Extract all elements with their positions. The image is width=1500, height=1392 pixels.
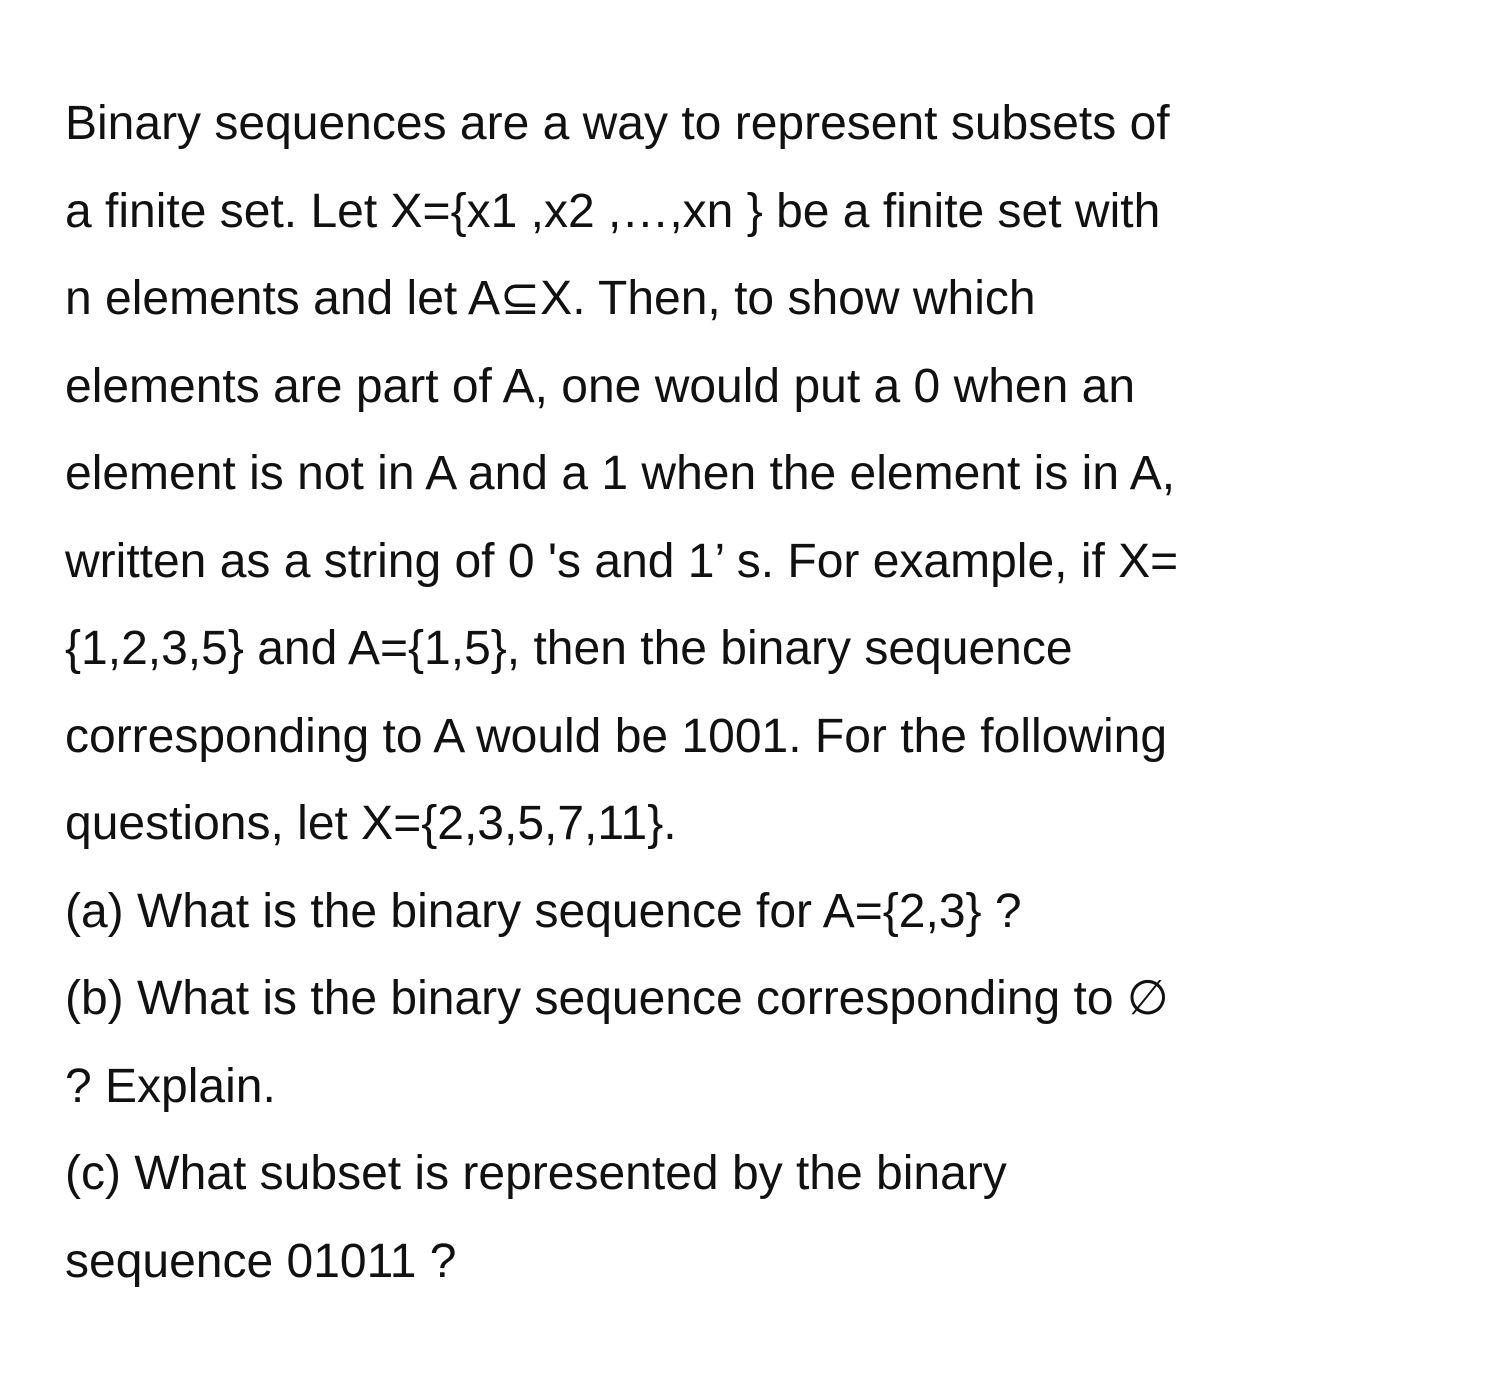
text-line: corresponding to A would be 1001. For the following bbox=[65, 709, 1168, 763]
text-line: element is not in A and a 1 when the element is in A, bbox=[65, 447, 1176, 500]
text-line: elements are part of A, one would put a 0 when an bbox=[65, 359, 1136, 413]
text-line: questions, let X={2,3,5,7,11}. bbox=[65, 797, 677, 850]
text-line: written as a string of 0 's and 1’ s. For example, if X= bbox=[65, 534, 1179, 588]
question-c-continued: sequence 01011 ? bbox=[65, 1234, 457, 1288]
text-line: {1,2,3,5} and A={1,5}, then the binary sequence bbox=[65, 622, 1073, 675]
question-a: (a) What is the binary sequence for A={2,3} ? bbox=[65, 884, 1022, 938]
text-line: a finite set. Let X={x1 ,x2 ,…,xn } be a finite set with bbox=[65, 184, 1161, 238]
text-line: Binary sequences are a way to represent subsets of bbox=[65, 97, 1170, 150]
question-b: (b) What is the binary sequence corresponding to ∅ bbox=[65, 972, 1169, 1025]
text-line: n elements and let A⊆X. Then, to show which bbox=[65, 272, 1036, 325]
question-b-continued: ? Explain. bbox=[65, 1059, 276, 1113]
problem-text bbox=[65, 80, 1445, 1305]
question-c: (c) What subset is represented by the binary bbox=[65, 1147, 1007, 1200]
